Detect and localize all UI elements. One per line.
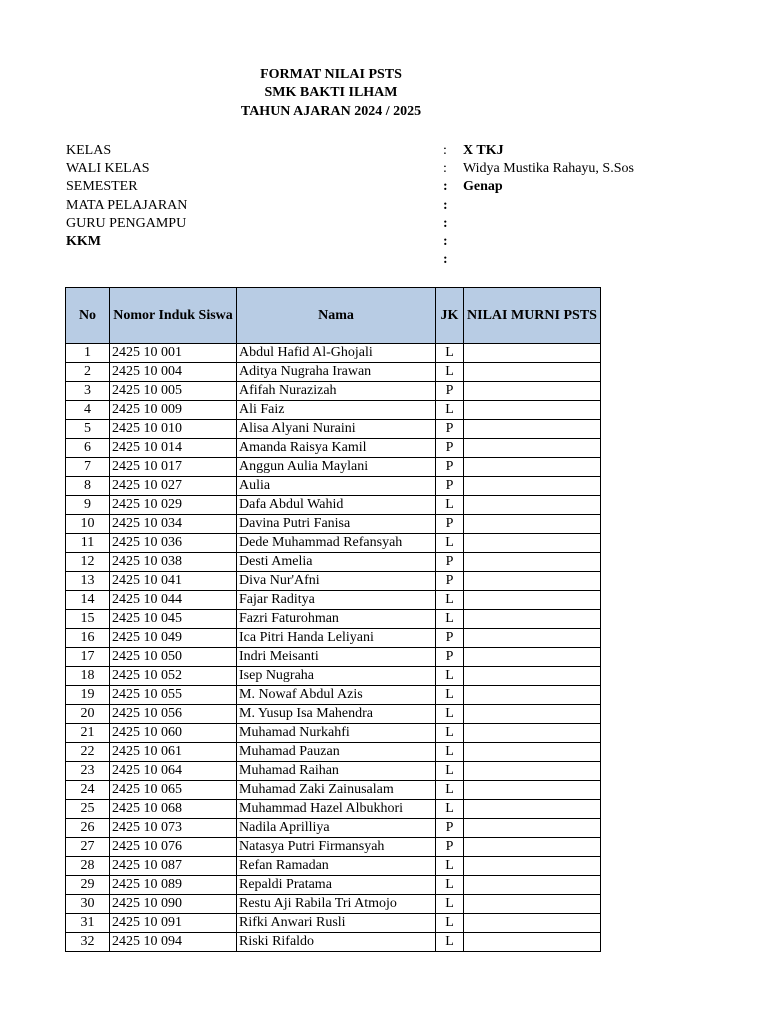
cell-jk: L xyxy=(436,800,464,819)
table-row xyxy=(66,496,601,515)
cell-no: 16 xyxy=(66,629,110,648)
cell-nilai[interactable] xyxy=(464,477,601,496)
table-row xyxy=(66,401,601,420)
table-row xyxy=(66,610,601,629)
cell-nama: Muhamad Zaki Zainusalam xyxy=(237,781,436,800)
cell-nama: Muhammad Hazel Albukhori xyxy=(237,800,436,819)
info-label: KKM xyxy=(66,233,101,249)
cell-nama: Alisa Alyani Nuraini xyxy=(237,420,436,439)
cell-nis: 2425 10 036 xyxy=(110,534,237,553)
cell-no: 12 xyxy=(66,553,110,572)
cell-nis: 2425 10 060 xyxy=(110,724,237,743)
cell-jk: L xyxy=(436,686,464,705)
info-colon: : xyxy=(443,161,447,177)
cell-nilai[interactable] xyxy=(464,895,601,914)
table-row xyxy=(66,819,601,838)
cell-jk: L xyxy=(436,610,464,629)
cell-no: 27 xyxy=(66,838,110,857)
cell-jk: L xyxy=(436,363,464,382)
cell-nama: Riski Rifaldo xyxy=(237,933,436,952)
document-title: FORMAT NILAI PSTS xyxy=(260,67,402,82)
cell-nilai[interactable] xyxy=(464,914,601,933)
cell-nis: 2425 10 065 xyxy=(110,781,237,800)
cell-no: 9 xyxy=(66,496,110,515)
cell-nilai[interactable] xyxy=(464,648,601,667)
cell-nama: Davina Putri Fanisa xyxy=(237,515,436,534)
cell-no: 11 xyxy=(66,534,110,553)
cell-nilai[interactable] xyxy=(464,819,601,838)
table-row xyxy=(66,857,601,876)
cell-nilai[interactable] xyxy=(464,439,601,458)
cell-no: 20 xyxy=(66,705,110,724)
cell-nis: 2425 10 091 xyxy=(110,914,237,933)
table-row xyxy=(66,344,601,363)
cell-jk: P xyxy=(436,439,464,458)
cell-nama: Amanda Raisya Kamil xyxy=(237,439,436,458)
cell-nis: 2425 10 010 xyxy=(110,420,237,439)
info-row xyxy=(66,233,706,251)
cell-nis: 2425 10 001 xyxy=(110,344,237,363)
info-value: X TKJ xyxy=(463,143,504,158)
cell-nilai[interactable] xyxy=(464,629,601,648)
table-row xyxy=(66,553,601,572)
cell-nis: 2425 10 055 xyxy=(110,686,237,705)
cell-nilai[interactable] xyxy=(464,572,601,591)
cell-no: 25 xyxy=(66,800,110,819)
cell-nis: 2425 10 045 xyxy=(110,610,237,629)
cell-no: 28 xyxy=(66,857,110,876)
cell-no: 30 xyxy=(66,895,110,914)
cell-nis: 2425 10 049 xyxy=(110,629,237,648)
info-colon: : xyxy=(443,143,447,158)
cell-nis: 2425 10 044 xyxy=(110,591,237,610)
class-info-block xyxy=(66,142,706,269)
cell-nis: 2425 10 014 xyxy=(110,439,237,458)
cell-no: 23 xyxy=(66,762,110,781)
cell-jk: L xyxy=(436,534,464,553)
table-row xyxy=(66,724,601,743)
cell-no: 26 xyxy=(66,819,110,838)
cell-nama: Aulia xyxy=(237,477,436,496)
cell-nama: Muhamad Raihan xyxy=(237,762,436,781)
cell-nama: Rifki Anwari Rusli xyxy=(237,914,436,933)
cell-nilai[interactable] xyxy=(464,534,601,553)
header-jk: JK xyxy=(436,288,464,344)
info-label: WALI KELAS xyxy=(66,161,150,177)
cell-nama: Isep Nugraha xyxy=(237,667,436,686)
info-row xyxy=(66,160,706,178)
cell-no: 5 xyxy=(66,420,110,439)
cell-nilai[interactable] xyxy=(464,458,601,477)
cell-nis: 2425 10 034 xyxy=(110,515,237,534)
cell-jk: P xyxy=(436,477,464,496)
header-nilai: NILAI MURNI PSTS xyxy=(464,288,601,344)
cell-jk: L xyxy=(436,762,464,781)
info-row xyxy=(66,197,706,215)
cell-no: 22 xyxy=(66,743,110,762)
table-row xyxy=(66,515,601,534)
cell-nilai[interactable] xyxy=(464,838,601,857)
cell-nilai[interactable] xyxy=(464,800,601,819)
grade-table xyxy=(65,287,601,952)
cell-nis: 2425 10 027 xyxy=(110,477,237,496)
cell-nilai[interactable] xyxy=(464,401,601,420)
cell-nis: 2425 10 017 xyxy=(110,458,237,477)
cell-nama: M. Nowaf Abdul Azis xyxy=(237,686,436,705)
cell-jk: P xyxy=(436,458,464,477)
cell-nis: 2425 10 005 xyxy=(110,382,237,401)
table-row xyxy=(66,838,601,857)
cell-jk: L xyxy=(436,401,464,420)
cell-nilai[interactable] xyxy=(464,344,601,363)
cell-nilai[interactable] xyxy=(464,363,601,382)
cell-jk: L xyxy=(436,705,464,724)
cell-nis: 2425 10 004 xyxy=(110,363,237,382)
cell-jk: P xyxy=(436,553,464,572)
table-row xyxy=(66,363,601,382)
cell-nis: 2425 10 064 xyxy=(110,762,237,781)
cell-no: 10 xyxy=(66,515,110,534)
cell-no: 8 xyxy=(66,477,110,496)
cell-no: 29 xyxy=(66,876,110,895)
cell-nis: 2425 10 094 xyxy=(110,933,237,952)
cell-nilai[interactable] xyxy=(464,781,601,800)
cell-jk: L xyxy=(436,724,464,743)
cell-nama: M. Yusup Isa Mahendra xyxy=(237,705,436,724)
cell-nilai[interactable] xyxy=(464,724,601,743)
cell-nilai[interactable] xyxy=(464,857,601,876)
table-row xyxy=(66,762,601,781)
cell-no: 21 xyxy=(66,724,110,743)
info-colon: : xyxy=(443,197,448,213)
cell-jk: L xyxy=(436,344,464,363)
cell-no: 24 xyxy=(66,781,110,800)
info-label: MATA PELAJARAN xyxy=(66,197,188,213)
cell-nama: Anggun Aulia Maylani xyxy=(237,458,436,477)
cell-jk: P xyxy=(436,420,464,439)
cell-nilai[interactable] xyxy=(464,610,601,629)
info-label: GURU PENGAMPU xyxy=(66,215,187,231)
cell-no: 3 xyxy=(66,382,110,401)
cell-nama: Refan Ramadan xyxy=(237,857,436,876)
cell-nis: 2425 10 089 xyxy=(110,876,237,895)
cell-jk: P xyxy=(436,572,464,591)
table-row xyxy=(66,781,601,800)
cell-nilai[interactable] xyxy=(464,933,601,952)
table-row xyxy=(66,648,601,667)
cell-jk: P xyxy=(436,648,464,667)
cell-jk: L xyxy=(436,667,464,686)
table-row xyxy=(66,420,601,439)
cell-nilai[interactable] xyxy=(464,553,601,572)
cell-nilai[interactable] xyxy=(464,420,601,439)
cell-nilai[interactable] xyxy=(464,496,601,515)
table-row xyxy=(66,629,601,648)
cell-nis: 2425 10 068 xyxy=(110,800,237,819)
cell-nilai[interactable] xyxy=(464,515,601,534)
info-colon: : xyxy=(443,179,448,195)
cell-nis: 2425 10 029 xyxy=(110,496,237,515)
info-colon: : xyxy=(443,215,448,231)
cell-jk: L xyxy=(436,857,464,876)
cell-nis: 2425 10 038 xyxy=(110,553,237,572)
cell-nis: 2425 10 050 xyxy=(110,648,237,667)
table-header-row xyxy=(66,288,601,344)
cell-jk: L xyxy=(436,743,464,762)
table-row xyxy=(66,933,601,952)
cell-jk: L xyxy=(436,876,464,895)
info-value: Genap xyxy=(463,179,503,195)
cell-no: 15 xyxy=(66,610,110,629)
cell-no: 18 xyxy=(66,667,110,686)
info-label: SEMESTER xyxy=(66,179,138,195)
cell-jk: P xyxy=(436,819,464,838)
table-row xyxy=(66,876,601,895)
table-row xyxy=(66,667,601,686)
cell-nis: 2425 10 061 xyxy=(110,743,237,762)
cell-nilai[interactable] xyxy=(464,686,601,705)
header-no: No xyxy=(66,288,110,344)
table-row xyxy=(66,686,601,705)
cell-nilai[interactable] xyxy=(464,743,601,762)
cell-nilai[interactable] xyxy=(464,382,601,401)
cell-jk: P xyxy=(436,629,464,648)
info-value: Widya Mustika Rahayu, S.Sos xyxy=(463,161,634,177)
cell-nama: Dafa Abdul Wahid xyxy=(237,496,436,515)
info-row xyxy=(66,178,706,196)
cell-nis: 2425 10 087 xyxy=(110,857,237,876)
info-label: KELAS xyxy=(66,143,112,158)
academic-year: TAHUN AJARAN 2024 / 2025 xyxy=(240,104,422,119)
cell-nis: 2425 10 009 xyxy=(110,401,237,420)
cell-nis: 2425 10 076 xyxy=(110,838,237,857)
table-row xyxy=(66,591,601,610)
cell-nilai[interactable] xyxy=(464,705,601,724)
cell-jk: L xyxy=(436,591,464,610)
cell-jk: L xyxy=(436,781,464,800)
cell-nama: Dede Muhammad Refansyah xyxy=(237,534,436,553)
cell-nilai[interactable] xyxy=(464,876,601,895)
cell-nama: Diva Nur'Afni xyxy=(237,572,436,591)
cell-nama: Muhamad Pauzan xyxy=(237,743,436,762)
cell-jk: L xyxy=(436,933,464,952)
cell-nama: Ali Faiz xyxy=(237,401,436,420)
cell-nis: 2425 10 090 xyxy=(110,895,237,914)
table-row xyxy=(66,572,601,591)
info-row xyxy=(66,142,706,160)
cell-no: 31 xyxy=(66,914,110,933)
cell-nis: 2425 10 041 xyxy=(110,572,237,591)
cell-nama: Nadila Aprilliya xyxy=(237,819,436,838)
cell-jk: L xyxy=(436,914,464,933)
cell-nama: Restu Aji Rabila Tri Atmojo xyxy=(237,895,436,914)
cell-nama: Fajar Raditya xyxy=(237,591,436,610)
cell-nilai[interactable] xyxy=(464,667,601,686)
cell-no: 6 xyxy=(66,439,110,458)
cell-nilai[interactable] xyxy=(464,762,601,781)
info-row xyxy=(66,215,706,233)
cell-nama: Muhamad Nurkahfi xyxy=(237,724,436,743)
cell-nilai[interactable] xyxy=(464,591,601,610)
cell-no: 1 xyxy=(66,344,110,363)
cell-jk: L xyxy=(436,895,464,914)
cell-nama: Abdul Hafid Al-Ghojali xyxy=(237,344,436,363)
table-row xyxy=(66,534,601,553)
cell-nama: Afifah Nurazizah xyxy=(237,382,436,401)
cell-jk: P xyxy=(436,515,464,534)
cell-nama: Desti Amelia xyxy=(237,553,436,572)
table-row xyxy=(66,914,601,933)
cell-no: 19 xyxy=(66,686,110,705)
cell-no: 14 xyxy=(66,591,110,610)
table-row xyxy=(66,743,601,762)
cell-nama: Aditya Nugraha Irawan xyxy=(237,363,436,382)
cell-no: 4 xyxy=(66,401,110,420)
table-row xyxy=(66,800,601,819)
table-row xyxy=(66,705,601,724)
cell-nama: Natasya Putri Firmansyah xyxy=(237,838,436,857)
cell-no: 13 xyxy=(66,572,110,591)
table-row xyxy=(66,382,601,401)
cell-nama: Fazri Faturohman xyxy=(237,610,436,629)
cell-no: 17 xyxy=(66,648,110,667)
school-name: SMK BAKTI ILHAM xyxy=(264,85,398,100)
cell-nama: Ica Pitri Handa Leliyani xyxy=(237,629,436,648)
cell-no: 32 xyxy=(66,933,110,952)
info-colon: : xyxy=(443,252,448,268)
table-row xyxy=(66,458,601,477)
header-nis: Nomor Induk Siswa xyxy=(110,288,237,344)
cell-no: 7 xyxy=(66,458,110,477)
table-row xyxy=(66,477,601,496)
info-row xyxy=(66,251,706,269)
header-nama: Nama xyxy=(237,288,436,344)
cell-jk: L xyxy=(436,496,464,515)
cell-nis: 2425 10 052 xyxy=(110,667,237,686)
table-row xyxy=(66,439,601,458)
cell-no: 2 xyxy=(66,363,110,382)
cell-nis: 2425 10 056 xyxy=(110,705,237,724)
cell-jk: P xyxy=(436,382,464,401)
cell-nis: 2425 10 073 xyxy=(110,819,237,838)
cell-nama: Repaldi Pratama xyxy=(237,876,436,895)
cell-nama: Indri Meisanti xyxy=(237,648,436,667)
table-row xyxy=(66,895,601,914)
cell-jk: P xyxy=(436,838,464,857)
info-colon: : xyxy=(443,233,448,249)
